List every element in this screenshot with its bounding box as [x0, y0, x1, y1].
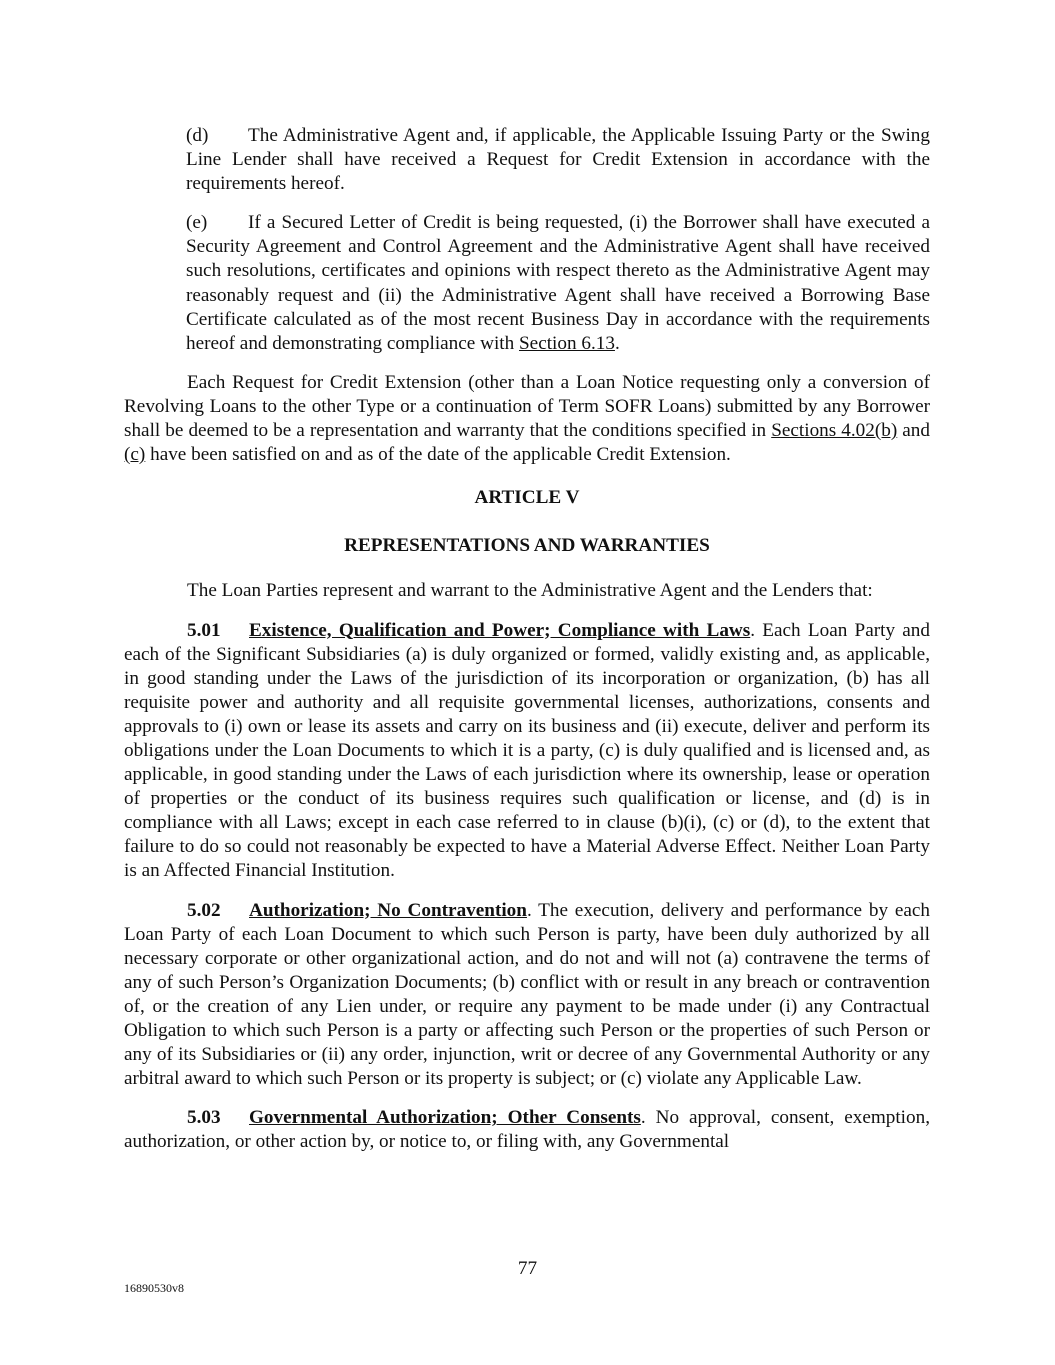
clause-e	[186, 211, 930, 356]
credit-extension-text-1: Each Request for Credit Extension (other than a Loan Notice requesting only a conversion of Revolving Loans to the other Type or a continuation of Term SOFR Loans) submitted by any Borrower shall be deemed to be a representation and warranty that the conditions specified in	[124, 371, 930, 442]
clause-e-end: .	[614, 332, 620, 354]
section-5-03	[124, 1106, 930, 1154]
section-5-03-number: 5.03	[187, 1107, 221, 1129]
section-5-03-body: . No approval, consent, exemption, authorization, or other action by, or notice to, or filing with, any Governmental	[124, 1107, 930, 1153]
clause-e-text: If a Secured Letter of Credit is being requested, (i) the Borrower shall have executed a Security Agreement and Control Agreement and the Administrative Agent shall have received such resolutions, certificates and opinions with respect thereto as the Administrative Agent may reasonably request and (ii) the Administrative Agent shall have received a Borrowing Base Certificate calculated as of the most recent Business Day in accordance with the requirements hereof and demonstrating compliance with	[186, 212, 930, 354]
page-number: 77	[517, 1258, 538, 1279]
section-4-02b-reference: Sections 4.02(b)	[771, 420, 898, 442]
article-title: REPRESENTATIONS AND WARRANTIES	[344, 535, 710, 557]
section-5-01-heading: Existence, Qualification and Power; Compliance with Laws	[249, 619, 751, 641]
section-5-01-number: 5.01	[187, 619, 221, 641]
section-5-02	[124, 899, 930, 1092]
section-5-02-body: . The execution, delivery and performance by each Loan Party of each Loan Document to which such Person is party, have been duly authorized by all necessary corporate or other organizational action, and do not and will not (a) contravene the terms of any of such Person’s Organization Documents; (b) conflict with or result in any breach or contravention of, or the creation of any Lien under, or require any payment to be made under (i) any Contractual Obligation to which such Person is a party or affecting such Person or the properties of such Person or any of its Subsidiaries or (ii) any order, injunction, writ or decree of any Governmental Authority or any arbitral award to which such Person or its property is subject; or (c) violate any Applicable Law.	[124, 899, 930, 1090]
clause-d-marker: (d)	[186, 125, 209, 146]
section-5-03-heading: Governmental Authorization; Other Consents	[249, 1107, 641, 1129]
clause-e-marker: (e)	[186, 212, 208, 234]
section-5-02-heading: Authorization; No Contravention	[249, 899, 527, 921]
clause-d-text: The Administrative Agent and, if applicable, the Applicable Issuing Party or the Swing Line Lender shall have received a Request for Credit Extension in accordance with the requirements hereof.	[186, 125, 930, 195]
section-5-02-number: 5.02	[187, 899, 221, 921]
clause-d	[186, 124, 930, 196]
section-c-reference: (c)	[124, 444, 146, 466]
section-5-01-body: . Each Loan Party and each of the Significant Subsidiaries (a) is duly organized or formed, validly existing and, as applicable, in good standing under the Laws of the jurisdiction of its incorporation or organization, (b) has all requisite power and authority and all requisite governmental licenses, authorizations, consents and approvals to (i) own or lease its assets and carry on its business and (ii) execute, deliver and perform its obligations under the Loan Documents to which it is a party, (c) is duly qualified and is licensed and, as applicable, in good standing under the Laws of each jurisdiction where its ownership, lease or operation of properties or the conduct of its business requires such qualification or license, and (d) is in compliance with all Laws; except in each case referred to in clause (b)(i), (c) or (d), to the extent that failure to do so could not reasonably be expected to have a Material Adverse Effect. Neither Loan Party is an Affected Financial Institution.	[124, 619, 930, 882]
credit-extension-text-2: have been satisfied on and as of the date of the applicable Credit Extension.	[145, 444, 731, 466]
article-number: ARTICLE V	[474, 487, 580, 509]
section-5-01	[124, 619, 930, 884]
credit-extension-paragraph	[124, 371, 930, 467]
document-page	[124, 124, 930, 1154]
article-intro: The Loan Parties represent and warrant to the Administrative Agent and the Lenders that:	[187, 580, 873, 602]
credit-extension-and: and	[897, 420, 930, 442]
section-6-13-reference: Section 6.13	[519, 332, 615, 354]
document-id: 16890530v8	[124, 1281, 184, 1295]
